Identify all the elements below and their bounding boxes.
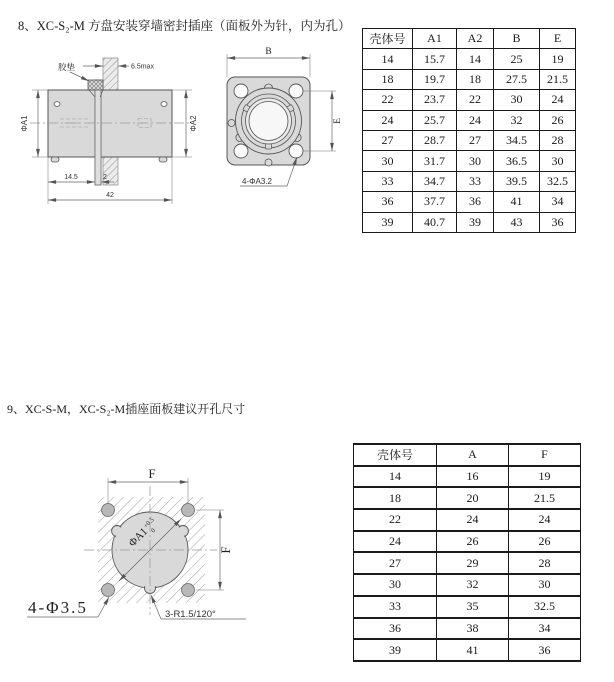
table-row [363,212,576,232]
gasket-label: 胶垫 [58,62,76,72]
table-cell: 30 [457,151,494,171]
phi-a1-label: ΦA1 [20,115,29,132]
table-cell: 36 [509,639,581,661]
cutout-dia-tol-lower: 0 [149,527,158,535]
table-cell: 14 [354,466,437,488]
table-cell: 34 [509,618,581,640]
table-cell: 34.7 [413,171,457,191]
table-cell: 24 [457,110,494,130]
table-cell: 33 [363,171,413,191]
phi-a2-label: ΦA2 [189,115,198,132]
cutout-dia-label: ΦA1 [126,525,151,550]
table-cell: 18 [457,69,494,89]
table-cell: 40.7 [413,212,457,232]
table-row [363,192,576,212]
table-cell: 27 [457,130,494,150]
flange-hole [234,144,248,158]
table-cell: 25.7 [413,110,457,130]
table-cell: 14 [363,49,413,69]
side-bump [228,120,235,127]
table-cell: 26 [509,531,581,553]
flange-hole [234,84,248,98]
table-cell: 29 [437,552,509,574]
rivet-hole-left [54,102,60,107]
table-cell: 20 [437,487,509,509]
table-cell: 30 [509,574,581,596]
table-cell: 21.5 [509,487,581,509]
table-cell: 19 [509,466,581,488]
flange-hole [289,84,303,98]
table-cell: 31.7 [413,151,457,171]
table-header-row [363,29,576,49]
keyway-label: 3-R1.5/120° [165,609,216,620]
holes-label: 4-ΦA3.2 [242,177,272,186]
dim-42-label: 42 [106,192,114,199]
table-cell: 30 [363,151,413,171]
table-cell: 36 [540,212,576,232]
section9-title: 9、XC-S-M，XC-S₂-M插座面板建议开孔尺寸 [7,402,246,416]
table-row [354,531,581,553]
table-row [354,466,581,488]
table-cell: 23.7 [413,90,457,110]
table-row [354,487,581,509]
holes-callout [27,597,109,617]
table-cell: 30 [540,151,576,171]
table-row [354,552,581,574]
table-cell: 43 [494,212,540,232]
table-cell: 26 [540,110,576,130]
flange-hole [289,144,303,158]
table-cell: 19 [540,49,576,69]
table-cell: 32 [494,110,540,130]
table-cell: 22 [363,90,413,110]
table-cell: 32.5 [509,596,581,618]
table-header-row [354,444,581,466]
table-cell: 35 [437,596,509,618]
table-cell: 24 [540,90,576,110]
table-cell: 21.5 [540,69,576,89]
table-cell: 24 [354,531,437,553]
table-cell: 39 [354,639,437,661]
table-row [354,618,581,640]
side-view-drawing [18,46,210,224]
table-cell: 38 [437,618,509,640]
table-row [363,69,576,89]
table-cell: 36 [363,192,413,212]
table-cell: 36.5 [494,151,540,171]
table-cell: 34.5 [494,130,540,150]
table-cell: 33 [354,596,437,618]
dim-e-label: E [333,118,343,124]
front-view-drawing [206,40,358,208]
table-cell: 39 [457,212,494,232]
table-cell: 41 [494,192,540,212]
through-channel [95,80,101,185]
table-row [363,90,576,110]
panel-cutout-table [353,443,581,662]
table-cell: 32 [437,574,509,596]
panel-holes-label: 4-Φ3.5 [28,598,88,617]
table-cell: 27 [363,130,413,150]
table-cell: 14 [457,49,494,69]
table-row [354,596,581,618]
table-row [363,130,576,150]
table-cell: 24 [363,110,413,130]
col-header: 壳体号 [354,444,437,466]
table-cell: 37.7 [413,192,457,212]
table-cell: 22 [457,90,494,110]
rivet-hole-right [161,102,167,107]
table-cell: 22 [354,509,437,531]
table-cell: 24 [437,509,509,531]
section8-title: 8、XC-S₂-M 方盘安装穿墙密封插座（面板外为针，内为孔） [18,19,351,33]
table-cell: 24 [509,509,581,531]
table-row [363,151,576,171]
connector-body [48,90,172,162]
panel-cutout-drawing [14,438,262,656]
table-cell: 28 [509,552,581,574]
table-cell: 28.7 [413,130,457,150]
table-cell: 32.5 [540,171,576,191]
table-cell: 25 [494,49,540,69]
col-header: A2 [457,29,494,49]
table-cell: 26 [437,531,509,553]
table-cell: 18 [363,69,413,89]
shell-dimension-table [362,28,576,233]
table-cell: 30 [494,90,540,110]
table-row [363,171,576,191]
table-cell: 15.7 [413,49,457,69]
table-row [354,639,581,661]
col-header: 壳体号 [363,29,413,49]
dim-b-label: B [265,47,272,57]
table-cell: 19.7 [413,69,457,89]
table-row [363,49,576,69]
cutout-dia-tol-upper: +0.5 [142,516,156,530]
table-row [363,110,576,130]
table-cell: 27 [354,552,437,574]
table-cell: 39.5 [494,171,540,191]
col-header: E [540,29,576,49]
table-cell: 30 [354,574,437,596]
dim-b [227,47,310,77]
col-header: B [494,29,540,49]
dim-wall-thickness [83,64,154,71]
bottom-bump [265,159,272,166]
dim-2-label: 2 [103,174,107,181]
table-cell: 16 [437,466,509,488]
table-cell: 36 [354,618,437,640]
col-header: F [509,444,581,466]
table-cell: 39 [363,212,413,232]
col-header: A [437,444,509,466]
wall-thickness-label: 6.5max [131,63,154,71]
table-cell: 27.5 [494,69,540,89]
dim-14-5-label: 14.5 [64,174,78,181]
gasket-callout [58,62,89,81]
col-header: A1 [413,29,457,49]
dim-f-right-label: F [218,546,233,554]
table-cell: 41 [437,639,509,661]
dim-phi-a1 [20,90,48,157]
table-cell: 33 [457,171,494,191]
table-row [354,574,581,596]
dim-phi-a2 [172,90,198,157]
dim-f-top-label: F [148,466,156,481]
table-cell: 18 [354,487,437,509]
table-row [354,509,581,531]
table-cell: 28 [540,130,576,150]
table-cell: 34 [540,192,576,212]
table-cell: 36 [457,192,494,212]
